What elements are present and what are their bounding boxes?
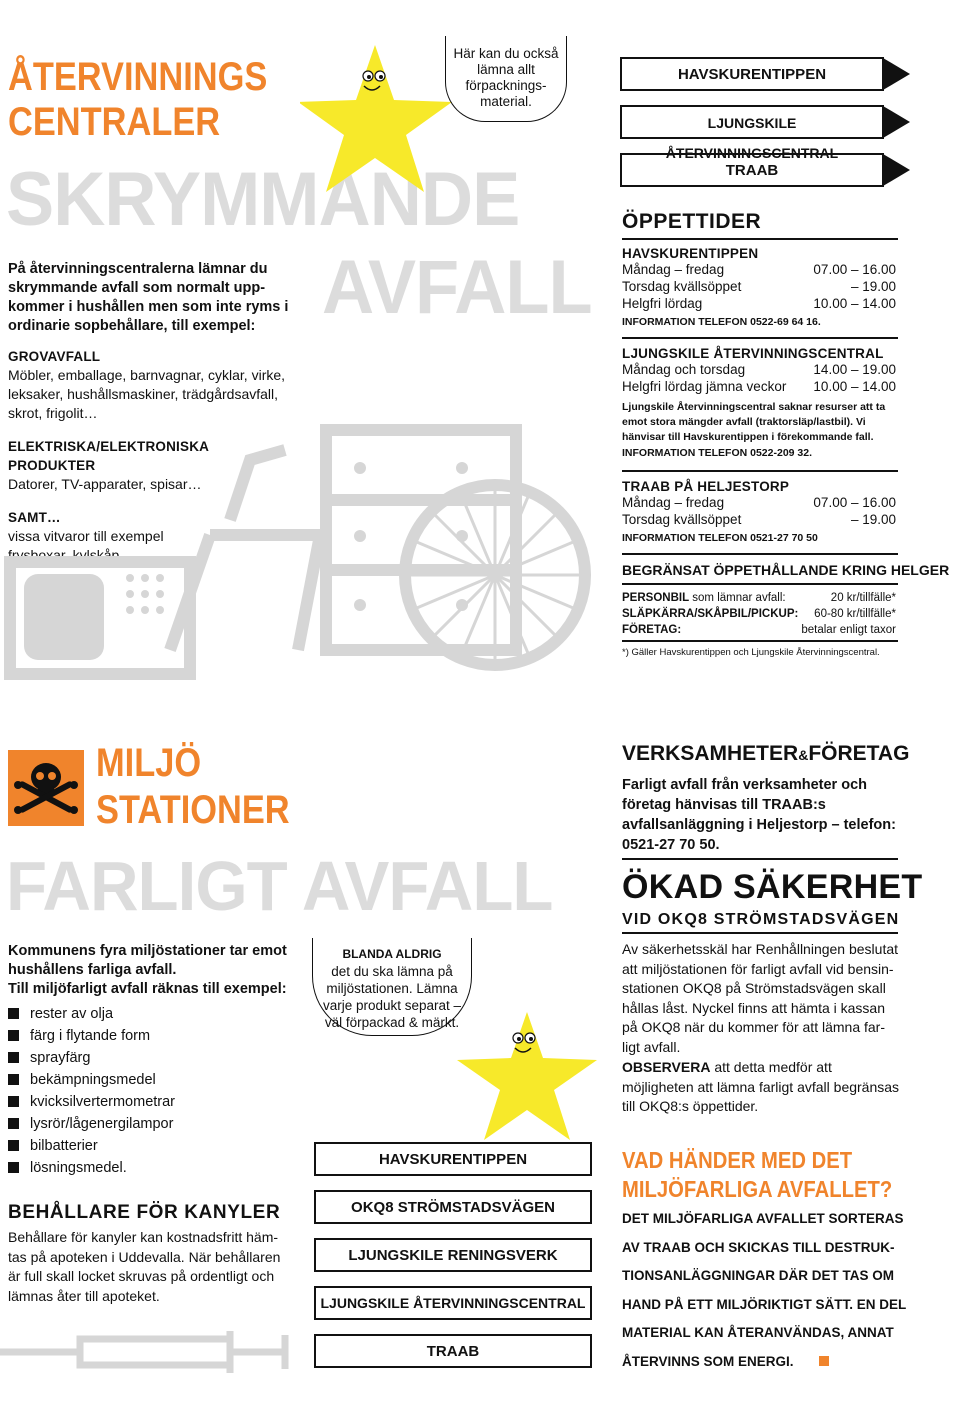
observera-text [622,1058,900,1117]
hours-title: TRAAB PÅ HELJESTORP [622,479,790,494]
divider [622,238,898,240]
star-speech-bubble [445,36,567,122]
verksamheter-text: Farligt avfall från verksamheter och företag hänvisas till TRAAB:s avfallsanläggning i Heljestorp – telefon: 0521-27 70 50. [622,777,896,853]
centre-label-havskurentippen: HAVSKURENTIPPEN [677,66,827,83]
centre-label-ljungskile: LJUNGSKILE ÅTERVINNINGSCENTRAL [665,115,839,161]
title-part: VERKSAMHETER [622,742,799,765]
hours-row: Torsdag kvällsöppet – 19.00 [622,279,896,294]
big-heading-avfall: AVFALL [322,245,592,330]
ljungskile-note: Ljungskile Återvinningscentral saknar resurser att ta emot stora mängder avfall (traktorsläp/lastbil). Vi hänvisar till Havskurentippen i förekommande fall. [622,401,886,443]
intro-text: På återvinningscentralerna lämnar du skrymmande avfall som normalt upp-kommer i hushållen men som inte ryms i ordinarie sopbehållare, till exempel: [8,261,289,334]
phone-info: INFORMATION TELEFON 0522-69 64 16. [622,316,821,328]
hazard-skull-icon [8,750,84,826]
bubble-text: det du ska lämna på miljöstationen. Lämna varje produkt separat – väl förpackad & märkt. [322,964,462,1030]
blanda-aldrig-bubble [312,938,472,1036]
smiling-star-icon [300,40,460,220]
big-heading-skrymmande: SKRYMMANDE [6,157,520,242]
sakerhet-text: Av säkerhetsskäl har Renhållningen beslutat att miljöstationen för farligt avfall vid bensin-stationen OKQ8 på Strömstadsvägen skall hållas låst. Nyckel finns att hämta i kassan på OKQ8 när du kommer för att lämna far-ligt avfall. [622,941,899,1055]
hours-row: Helgfri lördag jämna veckor 10.00 – 14.00 [622,379,896,394]
cat-electronic-text: Datorer, TV-apparater, spisar… [8,476,202,492]
hours-ljungskile [622,346,896,459]
limited-hours-title: BEGRÄNSAT ÖPPETHÅLLANDE KRING HELGER [622,562,950,578]
title-line-1: MILJÖ [96,741,202,785]
kanyl-title: BEHÅLLARE FÖR KANYLER [8,1202,281,1223]
big-heading-farligt-avfall: FARLIGT AVFALL [6,847,553,925]
fees-table [622,590,896,638]
hazard-list [8,1003,288,1179]
list-item: bilbatterier [8,1135,288,1157]
fee-row: PERSONBIL som lämnar avfall: 20 kr/tillfälle* [622,592,896,604]
syringe-icon [0,1325,300,1380]
divider [622,553,898,555]
cat-samt-text: vissa vitvaror till exempel frysboxar, kylskåp… [8,528,164,563]
fee-row: SLÄPKÄRRA/SKÅPBIL/PICKUP: 60-80 kr/tillfälle* [622,608,896,620]
section-title-atervinning [8,55,267,145]
list-item: bekämpningsmedel [8,1069,288,1091]
list-item: rester av olja [8,1003,288,1025]
fee-row: FÖRETAG: betalar enligt taxor [622,624,896,636]
observera-label: OBSERVERA [622,1059,711,1075]
vad-hander-text [622,1205,907,1377]
cat-grovavfall-title: GROVAVFALL [8,349,101,364]
miljo-intro [8,942,293,999]
title-line-1: ÅTERVINNINGS [8,55,268,99]
title-line-2: STATIONER [96,788,290,832]
miljo-intro-2: Till miljöfarligt avfall räknas till exempel: [8,981,287,997]
cat-electronic-title: ELEKTRISKA/ELEKTRONISKA PRODUKTER [8,439,209,473]
sakerhet-subtitle: VID OKQ8 STRÖMSTADSVÄGEN [622,911,900,928]
station-box-ljungskile-reningsverk: LJUNGSKILE RENINGSVERK [314,1238,592,1272]
end-square-icon [819,1356,829,1366]
list-item: sprayfärg [8,1047,288,1069]
fees-footnote: *) Gäller Havskurentippen och Ljungskile Återvinningscentral. [622,647,880,658]
hours-row: Torsdag kvällsöppet – 19.00 [622,512,896,527]
hours-row: Måndag – fredag 07.00 – 16.00 [622,262,896,277]
divider [622,470,898,472]
vad-hander-body: DET MILJÖFARLIGA AVFALLET SORTERAS AV TRAAB OCH SKICKAS TILL DESTRUK-TIONSANLÄGGNINGAR DÄR DET TAS OM HAND PÅ ETT MILJÖRIKTIGT SÄTT. EN DEL MATERIAL KAN ÅTERANVÄNDAS, ANNAT ÅTERVINNS SOM ENERGI. [622,1211,907,1369]
hours-havskurentippen [622,246,896,328]
title-part: FÖRETAG [808,742,910,765]
station-box-okq8: OKQ8 STRÖMSTADSVÄGEN [314,1190,592,1224]
verksamheter-title [622,742,909,766]
bulky-waste-illustration [0,400,610,680]
divider [622,640,898,642]
kanyl-text: Behållare för kanyler kan kostnadsfritt häm-tas på apoteken i Uddevalla. När behållaren är full skall locket skruvas på ordentligt och lämnas åter till apoteket. [8,1229,281,1304]
opening-hours-title: ÖPPETTIDER [622,210,762,233]
list-item: färg i flytande form [8,1025,288,1047]
hours-row: Måndag och torsdag 14.00 – 19.00 [622,362,896,377]
title-line-2: MILJÖFARLIGA AVFALLET? [622,1176,893,1202]
hours-row: Måndag – fredag 07.00 – 16.00 [622,495,896,510]
list-item: lysrör/lågenergilampor [8,1113,288,1135]
phone-info: INFORMATION TELEFON 0521-27 70 50 [622,532,818,544]
cat-samt-title: SAMT… [8,510,61,525]
title-line-1: VAD HÄNDER MED DET [622,1147,853,1173]
divider [622,932,898,934]
section-title-miljostationer [96,740,290,834]
list-item: lösningsmedel. [8,1157,288,1179]
divider [622,337,898,339]
station-box-traab: TRAAB [314,1334,592,1368]
miljo-intro-1: Kommunens fyra miljöstationer tar emot hushållens farliga avfall. [8,943,287,978]
hours-traab [622,479,896,544]
station-box-ljungskile-atervinning: LJUNGSKILE ÅTERVINNINGSCENTRAL [314,1286,592,1320]
bubble-text: Här kan du också lämna allt förpacknings-material. [453,46,559,109]
sakerhet-title: ÖKAD SÄKERHET [622,868,923,906]
phone-info: INFORMATION TELEFON 0522-209 32. [622,447,813,459]
vad-hander-title [622,1146,892,1204]
title-amp: & [798,747,809,763]
bubble-title: BLANDA ALDRIG [342,947,442,961]
station-box-havskurentippen: HAVSKURENTIPPEN [314,1142,592,1176]
divider [622,583,898,585]
hours-title: HAVSKURENTIPPEN [622,246,759,261]
hours-title: LJUNGSKILE ÅTERVINNINGSCENTRAL [622,346,884,361]
list-item: kvicksilvertermometrar [8,1091,288,1113]
hours-row: Helgfri lördag 10.00 – 14.00 [622,296,896,311]
observera-body: att detta medför att möjligheten att lämna farligt avfall begränsas till OKQ8:s öppettider. [622,1059,900,1114]
cat-grovavfall-text: Möbler, emballage, barnvagnar, cyklar, virke, leksaker, hushållsmaskiner, trädgårdsavfall, skrot, frigolit… [8,367,286,421]
smiling-star-icon [452,1010,602,1150]
title-line-2: CENTRALER [8,100,221,144]
centre-label-traab: TRAAB [725,162,779,179]
divider [622,858,898,860]
